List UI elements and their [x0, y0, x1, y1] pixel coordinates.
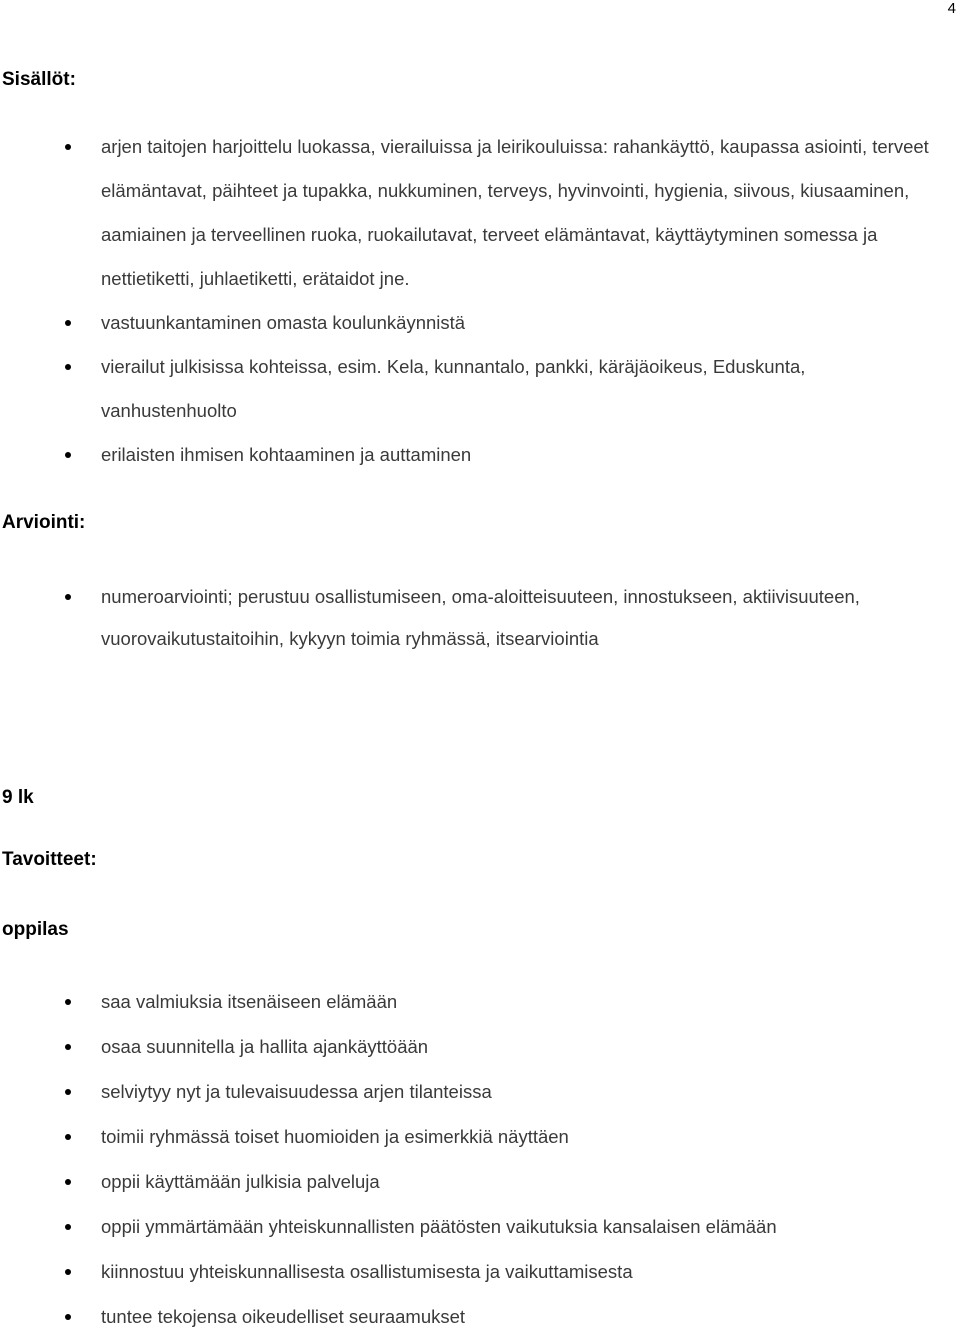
list-item-text: vastuunkantaminen omasta koulunkäynnistä: [101, 312, 466, 333]
tavoitteet-heading: Tavoitteet:: [2, 849, 97, 870]
list-item-text: selviytyy nyt ja tulevaisuudessa arjen tilanteissa: [101, 1081, 492, 1102]
list-item: [0, 345, 960, 433]
list-item-text: saa valmiuksia itsenäiseen elämään: [101, 991, 398, 1012]
bullet-icon: [65, 1224, 71, 1230]
list-item-text: tuntee tekojensa oikeudelliset seuraamukset: [101, 1306, 466, 1327]
bullet-icon: [65, 1134, 71, 1140]
bullet-icon: [65, 320, 71, 326]
bullet-icon: [65, 364, 71, 370]
list-item-text: arjen taitojen harjoittelu luokassa, vierailuissa ja leirikouluissa: rahankäyttö, kaupassa asiointi, terveet elämäntavat, päihteet ja tupakka, nukkuminen, terveys, hyvinvointi, hygienia, siivous, kiusaaminen, aamiainen ja terveellinen ruoka, ruokailutavat, terveet elämäntavat, käyttäytyminen somessa ja nettietiketti, juhlaetiketti, erätaidot jne.: [101, 136, 929, 289]
list-item-text: vierailut julkisissa kohteissa, esim. Kela, kunnantalo, pankki, käräjäoikeus, Eduskunta, vanhustenhuolto: [101, 356, 806, 421]
bullet-icon: [65, 594, 71, 600]
tavoitteet-list: [0, 979, 960, 1339]
list-item: [0, 433, 960, 477]
bullet-icon: [65, 1044, 71, 1050]
grade-heading: 9 lk: [2, 787, 34, 808]
bullet-icon: [65, 1314, 71, 1320]
list-item: [0, 1294, 960, 1339]
list-item-text: kiinnostuu yhteiskunnallisesta osallistumisesta ja vaikuttamisesta: [101, 1261, 633, 1282]
sisallot-heading: Sisällöt:: [2, 69, 76, 90]
list-item: [0, 979, 960, 1024]
list-item-text: oppii ymmärtämään yhteiskunnallisten päätösten vaikutuksia kansalaisen elämään: [101, 1216, 777, 1237]
arviointi-list: [0, 576, 960, 660]
sisallot-list: [0, 125, 960, 477]
bullet-icon: [65, 1269, 71, 1275]
bullet-icon: [65, 999, 71, 1005]
list-item: [0, 1114, 960, 1159]
list-item: [0, 1159, 960, 1204]
tavoitteet-subheading: oppilas: [2, 919, 69, 940]
list-item-text: osaa suunnitella ja hallita ajankäyttöään: [101, 1036, 429, 1057]
page-number: 4: [947, 0, 956, 17]
list-item: [0, 1249, 960, 1294]
bullet-icon: [65, 1089, 71, 1095]
arviointi-heading: Arviointi:: [2, 512, 86, 533]
list-item: [0, 301, 960, 345]
list-item: [0, 1069, 960, 1114]
list-item-text: toimii ryhmässä toiset huomioiden ja esimerkkiä näyttäen: [101, 1126, 569, 1147]
list-item-text: oppii käyttämään julkisia palveluja: [101, 1171, 380, 1192]
list-item: [0, 125, 960, 301]
bullet-icon: [65, 452, 71, 458]
list-item: [0, 1024, 960, 1069]
list-item-text: numeroarviointi; perustuu osallistumiseen, oma-aloitteisuuteen, innostukseen, aktiivisuuteen, vuorovaikutustaitoihin, kykyyn toimia ryhmässä, itsearviointia: [101, 586, 860, 649]
bullet-icon: [65, 1179, 71, 1185]
list-item: [0, 1204, 960, 1249]
bullet-icon: [65, 144, 71, 150]
list-item: [0, 576, 960, 660]
list-item-text: erilaisten ihmisen kohtaaminen ja auttaminen: [101, 444, 472, 465]
